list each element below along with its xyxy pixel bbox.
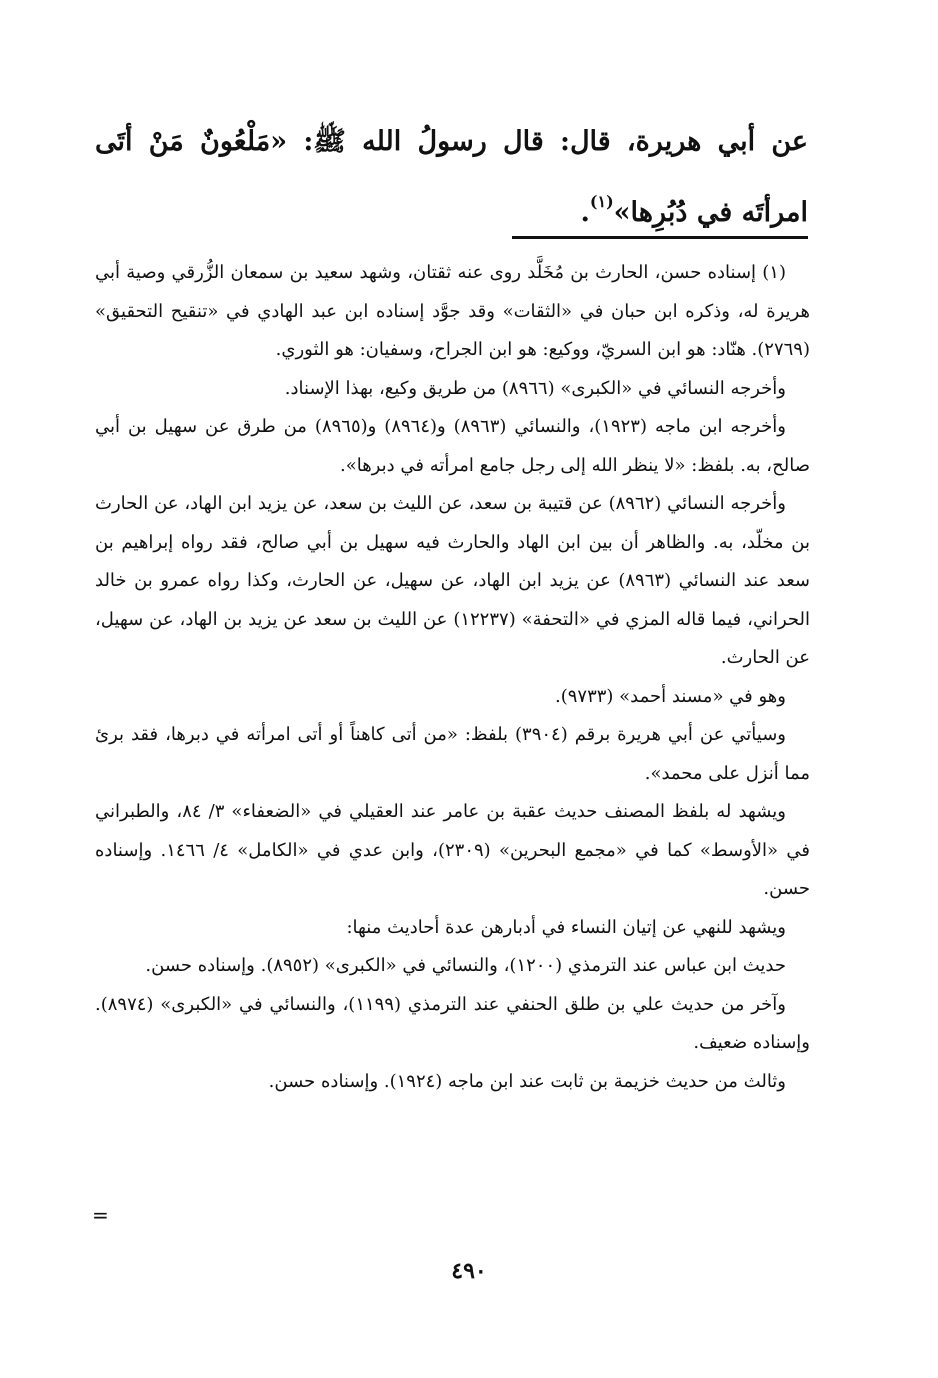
footnote-paragraph: وهو في «مسند أحمد» (٩٧٣٣). [554, 685, 786, 707]
footnote-paragraph: ويشهد له بلفظ المصنف حديث عقبة بن عامر عند العقيلي في «الضعفاء» ٣/ ٨٤، والطبراني في «الأوسط» كما في «مجمع البحرين» (٢٣٠٩)، وابن عدي في «الكامل» ٤/ ١٤٦٦. وإسناده حسن. [95, 801, 810, 899]
footnotes-section [95, 254, 810, 1101]
footnote-paragraph: وآخر من حديث علي بن طلق الحنفي عند الترمذي (١١٩٩)، والنسائي في «الكبرى» (٨٩٧٤). وإسناده ضعيف. [95, 993, 810, 1053]
footnote-paragraph: وأخرجه ابن ماجه (١٩٢٣)، والنسائي (٨٩٦٣) و(٨٩٦٤) و(٨٩٦٥) من طرق عن سهيل بن أبي صالح، به. بلفظ: «لا ينظر الله إلى رجل جامع امرأته في دبرها». [95, 416, 810, 476]
continuation-mark: = [92, 1203, 109, 1227]
hadith-text [95, 112, 808, 243]
footnote-separator [512, 236, 808, 239]
footnote-paragraph: حديث ابن عباس عند الترمذي (١٢٠٠)، والنسائي في «الكبرى» (٨٩٥٢). وإسناده حسن. [145, 955, 786, 976]
footnote-paragraph: (١) إسناده حسن، الحارث بن مُخَلَّد روى عنه ثقتان، وشهد سعيد بن سمعان الزُّرقي وصية أبي هريرة له، وذكره ابن حبان في «الثقات» وقد جوَّد إسناده ابن عبد الهادي في «تنقيح التحقيق» (٢٧٦٩). هنّاد: هو ابن السريّ، ووكيع: هو ابن الجراح، وسفيان: هو الثوري. [95, 262, 810, 360]
footnote-paragraph: وسيأتي عن أبي هريرة برقم (٣٩٠٤) بلفظ: «من أتى كاهناً أو أتى امرأته في دبرها، فقد برئ مما أنزل على محمد». [95, 724, 810, 784]
hadith-end-mark: . [580, 197, 590, 228]
footnote-paragraph: وأخرجه النسائي في «الكبرى» (٨٩٦٦) من طريق وكيع، بهذا الإسناد. [284, 377, 786, 399]
hadith-body: عن أبي هريرة، قال: قال رسولُ الله ﷺ: «مَلْعُونٌ مَنْ أتَى امرأتَه في دُبُرِها» [95, 126, 808, 228]
footnote-paragraph: وثالث من حديث خزيمة بن ثابت عند ابن ماجه (١٩٢٤). وإسناده حسن. [268, 1070, 786, 1092]
page-number: ٤٩٠ [451, 1258, 487, 1284]
footnote-reference: (١) [589, 192, 614, 211]
footnote-paragraph: ويشهد للنهي عن إتيان النساء في أدبارهن عدة أحاديث منها: [346, 916, 786, 938]
footnote-paragraph: وأخرجه النسائي (٨٩٦٢) عن قتيبة بن سعد، عن الليث بن سعد، عن يزيد ابن الهاد، عن الحارث بن مخلّد، به. والظاهر أن بين ابن الهاد والحارث فيه سهيل بن أبي صالح، فقد رواه إبراهيم بن سعد عند النسائي (٨٩٦٣) عن يزيد ابن الهاد، عن سهيل، عن الحارث، وكذا رواه عمرو بن خالد الحراني، فيما قاله المزي في «التحفة» (١٢٢٣٧) عن الليث بن سعد عن يزيد بن الهاد، عن سهيل، عن الحارث. [95, 493, 811, 668]
